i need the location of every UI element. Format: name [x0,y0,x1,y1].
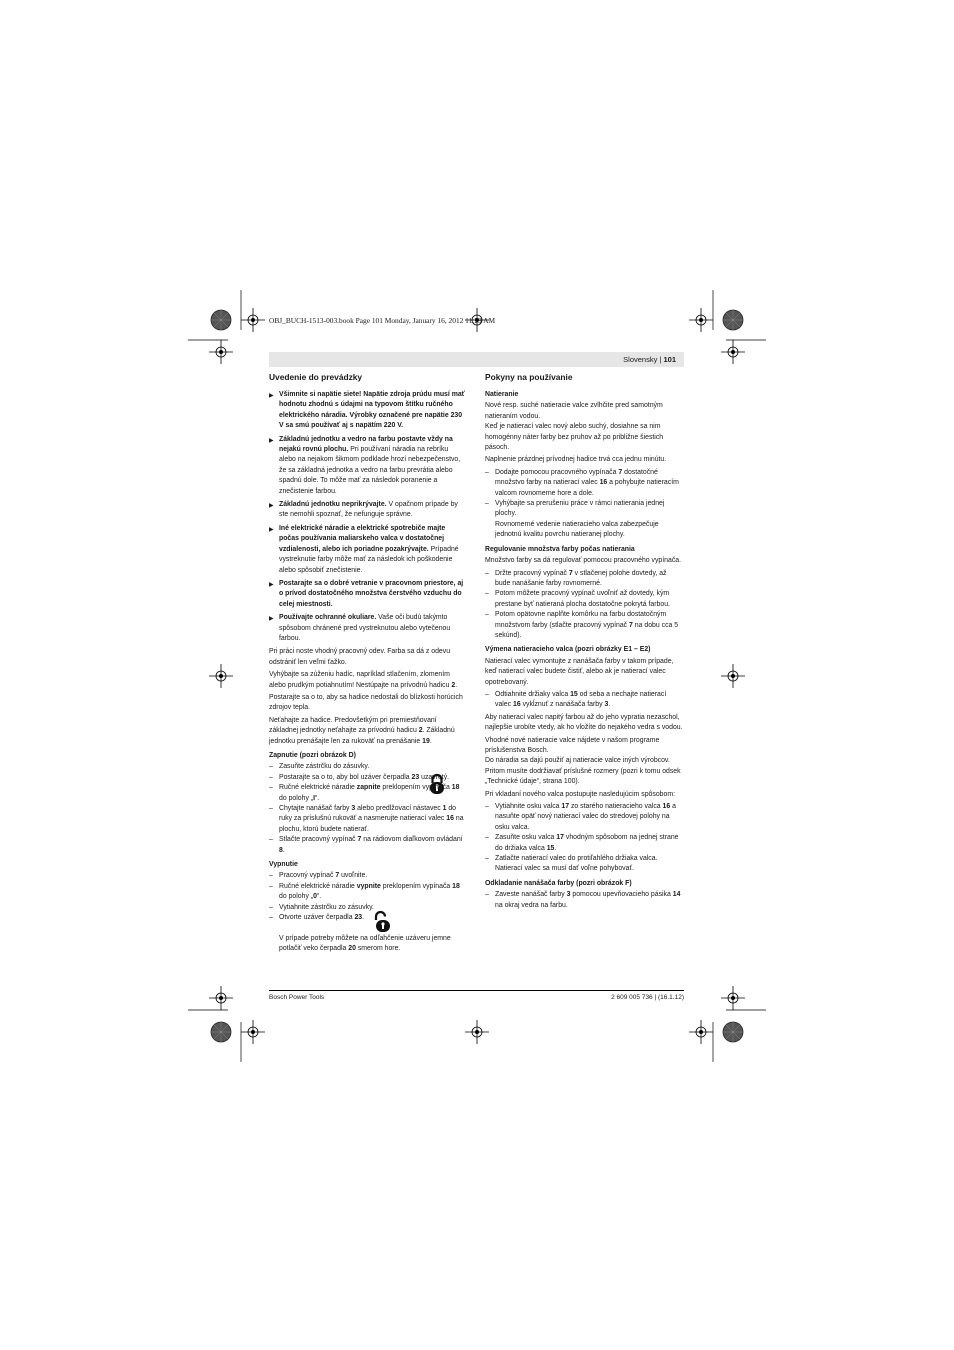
list-item: – Potom opätovne naplňte komôrku na farbu dostatočným množstvom farby (stlačte pracovný vypínač 7 na dobu cca 5 sekúnd). [485,611,679,639]
triangle-bullet-icon: ▶ [269,526,274,533]
warning-item: ▶ Postarajte sa o dobré vetranie v pracovnom priestore, aj o prívod dostatočného množstva čerstvého vzduchu do celej miestnosti. [269,579,464,608]
coating-list [485,468,683,541]
right-column [485,372,683,913]
list-item: – Vytiahnite zástrčku zo zásuvky. [269,903,374,911]
paragraph: Aby natierací valec napitý farbou až do jeho vypratia nezaschol, najlepšie urobíte vtedy, ak ho vložíte do nejakého vedra s vodou. [485,713,683,732]
paragraph: Naplnenie prázdnej prívodnej hadice trvá cca jednu minútu. [485,456,667,464]
switch-off-list [269,871,467,954]
section-title-start: Uvedenie do prevádzky [269,372,363,382]
warning-item: ▶ Všimnite si napätie siete! Napätie zdroja prúdu musí mať hodnotu zhodnú s údajmi na typovom štítku ručného elektrického náradia. Výrobky označené pre napätie 230 V sa smú používať aj s napätím 220 V. [269,391,465,430]
page-number: 101 [663,355,676,364]
list-item: – Vyhýbajte sa prerušeniu práce v rámci natierania jednej plochy. Rovnomerné vedenie natieracieho valca zabezpečuje jednotnú kvalitu povrchu natieranej plochy. [485,500,665,539]
subsection-title: Zapnutie (pozri obrázok D) [269,752,356,759]
section-title-usage: Pokyny na používanie [485,372,573,382]
list-item: – Chytajte nanášač farby 3 alebo predlžovací nástavec 1 do ruky za príslušnú rukoväť a nasmerujte natierací valec 16 na plochu, ktorú budete natierať. [269,805,464,833]
list-item: – Otvorte uzáver čerpadla 23. [269,913,467,933]
page-footer [269,990,684,1001]
list-item: – Vytiahnite osku valca 17 zo starého natieracieho valca 16 a nasuňte opäť nový natierací valec do stredovej polohy na osku valca. [485,803,676,831]
subsection-title: Odkladanie nanášača farby (pozri obrázok F) [485,879,632,887]
lock-open-icon [373,911,391,933]
subsection-title: Vypnutie [269,861,298,869]
paragraph: Do náradia sa dajú použiť aj natieracie valce iných výrobcov. Pritom musíte dodržiavať príslušné rozmery (pozri k tomu odsek „Technické údaje“, strana 100). [485,757,681,786]
list-item: – Zasuňte osku valca 17 vhodným spôsobom na jednej strane do držiaka valca 15. [485,834,679,852]
list-item-note: V prípade potreby môžete na odľahčenie uzáveru jemne potlačiť veko čerpadla 20 smerom hore. [279,934,451,952]
list-item: – Ručné elektrické náradie vypnite preklopením vypínača 18 do polohy „0“. [269,882,460,901]
list-item: – Pracovný vypínač 7 uvoľnite. [269,872,368,880]
insert-list [485,802,683,875]
list-item: – Zatlačte natierací valec do protiľahlého držiaka valca. Natierací valec sa musí dať voľne pohybovať. [485,855,658,873]
subsection-title: Natieranie [485,391,519,398]
triangle-bullet-icon: ▶ [269,581,274,588]
triangle-bullet-icon: ▶ [269,393,274,399]
language-label: Slovensky [623,355,658,364]
paragraph: Postarajte sa o to, aby sa hadice nedostali do blízkosti horúcich zdrojov tepla. [269,693,463,712]
subsection-title: Regulovanie množstva farby počas natierania [485,545,635,553]
list-item: – Odtiahnite držiaky valca 15 od seba a nechajte natierací valec 16 vykĺznuť z nanášača farby 3. [485,690,667,709]
triangle-bullet-icon: ▶ [269,616,274,623]
paragraph: Pri vkladaní nového valca postupujte nasledujúcim spôsobom: [485,790,675,798]
regulation-list [485,569,683,642]
footer-doc-number: 2 609 005 736 | (16.1.12) [611,994,684,1001]
paragraph: Keď je natierací valec nový alebo suchý, dosiahne sa nim homogénny náter farby bez pruhov až po približne šiestich pásoch. [485,423,664,452]
paragraph: Vhodné nové natieracie valce nájdete v našom programe príslušenstva Bosch. [485,736,660,754]
file-header: OBJ_BUCH-1513-003.book Page 101 Monday, January 16, 2012 11:29 AM [269,316,496,325]
list-item: – Zasuňte zástrčku do zásuvky. [269,763,370,771]
paragraph: Nové resp. suché natieracie valce zvlhčite pred samotným natieraním vodou. [485,402,663,420]
warning-item: ▶ Používajte ochranné okuliare. Vaše oči budú takýmto spôsobom chránené pred vystreknutou alebo vytečenou farbou. [269,614,451,642]
swap-list [485,690,683,711]
list-item: – Držte pracovný vypínač 7 v stlačenej polohe dovtedy, až bude nanášanie farby rovnomerné. [485,569,667,587]
park-list [485,890,683,911]
warning-item: ▶ Základnú jednotku neprikrývajte. V opačnom prípade by ste nemohli spoznať, že nefunguje správne. [269,501,458,519]
list-item: – Dodajte pomocou pracovného vypínača 7 dostatočné množstvo farby na natierací valec 16 a pohybujte natieracím valcom rovnomerne hore a dole. [485,468,679,497]
switch-on-list [269,762,467,856]
triangle-bullet-icon: ▶ [269,503,274,510]
list-item: – Zaveste nanášač farby 3 pomocou upevňovacieho pásika 14 na okraj vedra na farbu. [485,891,681,909]
warning-item: ▶ Základnú jednotku a vedro na farbu postavte vždy na nejakú rovnú plochu. Pri používaní náradia na rebríku alebo na nejakom šikmom podklade hrozí nebezpečenstvo, že sa základná jednotka a vedro na farbu prevrátia alebo spadnú dole. To môže mať za následok poranenie a znečistenie farbou. [269,435,461,495]
page-header-bar [269,352,684,367]
paragraph: Množstvo farby sa dá regulovať pomocou pracovného vypínača. [485,557,682,565]
paragraph: Natierací valec vymontujte z nanášača farby v takom prípade, keď natierací valec budete čistiť, alebo ak je natierací valec opotrebovaný. [485,657,674,686]
triangle-bullet-icon: ▶ [269,437,274,444]
paragraph: Pri práci noste vhodný pracovný odev. Farba sa dá z odevu odstrániť len veľmi ťažko. [269,648,451,666]
footer-brand: Bosch Power Tools [269,994,325,1001]
warning-item: ▶ Iné elektrické náradie a elektrické spotrebiče majte počas používania maliarskeho valca v dostatočnej vzdialenosti, alebo ich poriadne pozakrývajte. Prípadné vystreknutie farby môže mať za následok ich poškodenie alebo spôsobiť znečistenie. [269,524,459,574]
page-header: Slovensky | 101 [623,355,676,364]
paragraph: Vyhýbajte sa zúženiu hadíc, napríklad stlačením, zlomením alebo prudkým potiahnutím! Nestúpajte na prívodnú hadicu 2. [269,671,458,689]
left-column [269,372,467,956]
paragraph: Neťahajte za hadice. Predovšetkým pri premiestňovaní základnej jednotky neťahajte za prívodnú hadicu 2. Základnú jednotku prenášajte len za rukoväť na prenášanie 19. [269,716,455,745]
list-item: – Ručné elektrické náradie zapnite preklopením vypínača 18 do polohy „I“. [269,784,460,802]
list-item: – Potom môžete pracovný vypínač uvoľniť až dovtedy, kým prestane byť natieraná plocha dostatočne pokrytá farbou. [485,590,670,608]
list-item: – Postarajte sa o to, aby bol uzáver čerpadla 23 uzavretý. [269,773,467,783]
list-item: – Stlačte pracovný vypínač 7 na rádiovom diaľkovom ovládaní 8. [269,836,463,854]
subsection-title: Výmena natieracieho valca (pozri obrázky E1 – E2) [485,646,651,654]
